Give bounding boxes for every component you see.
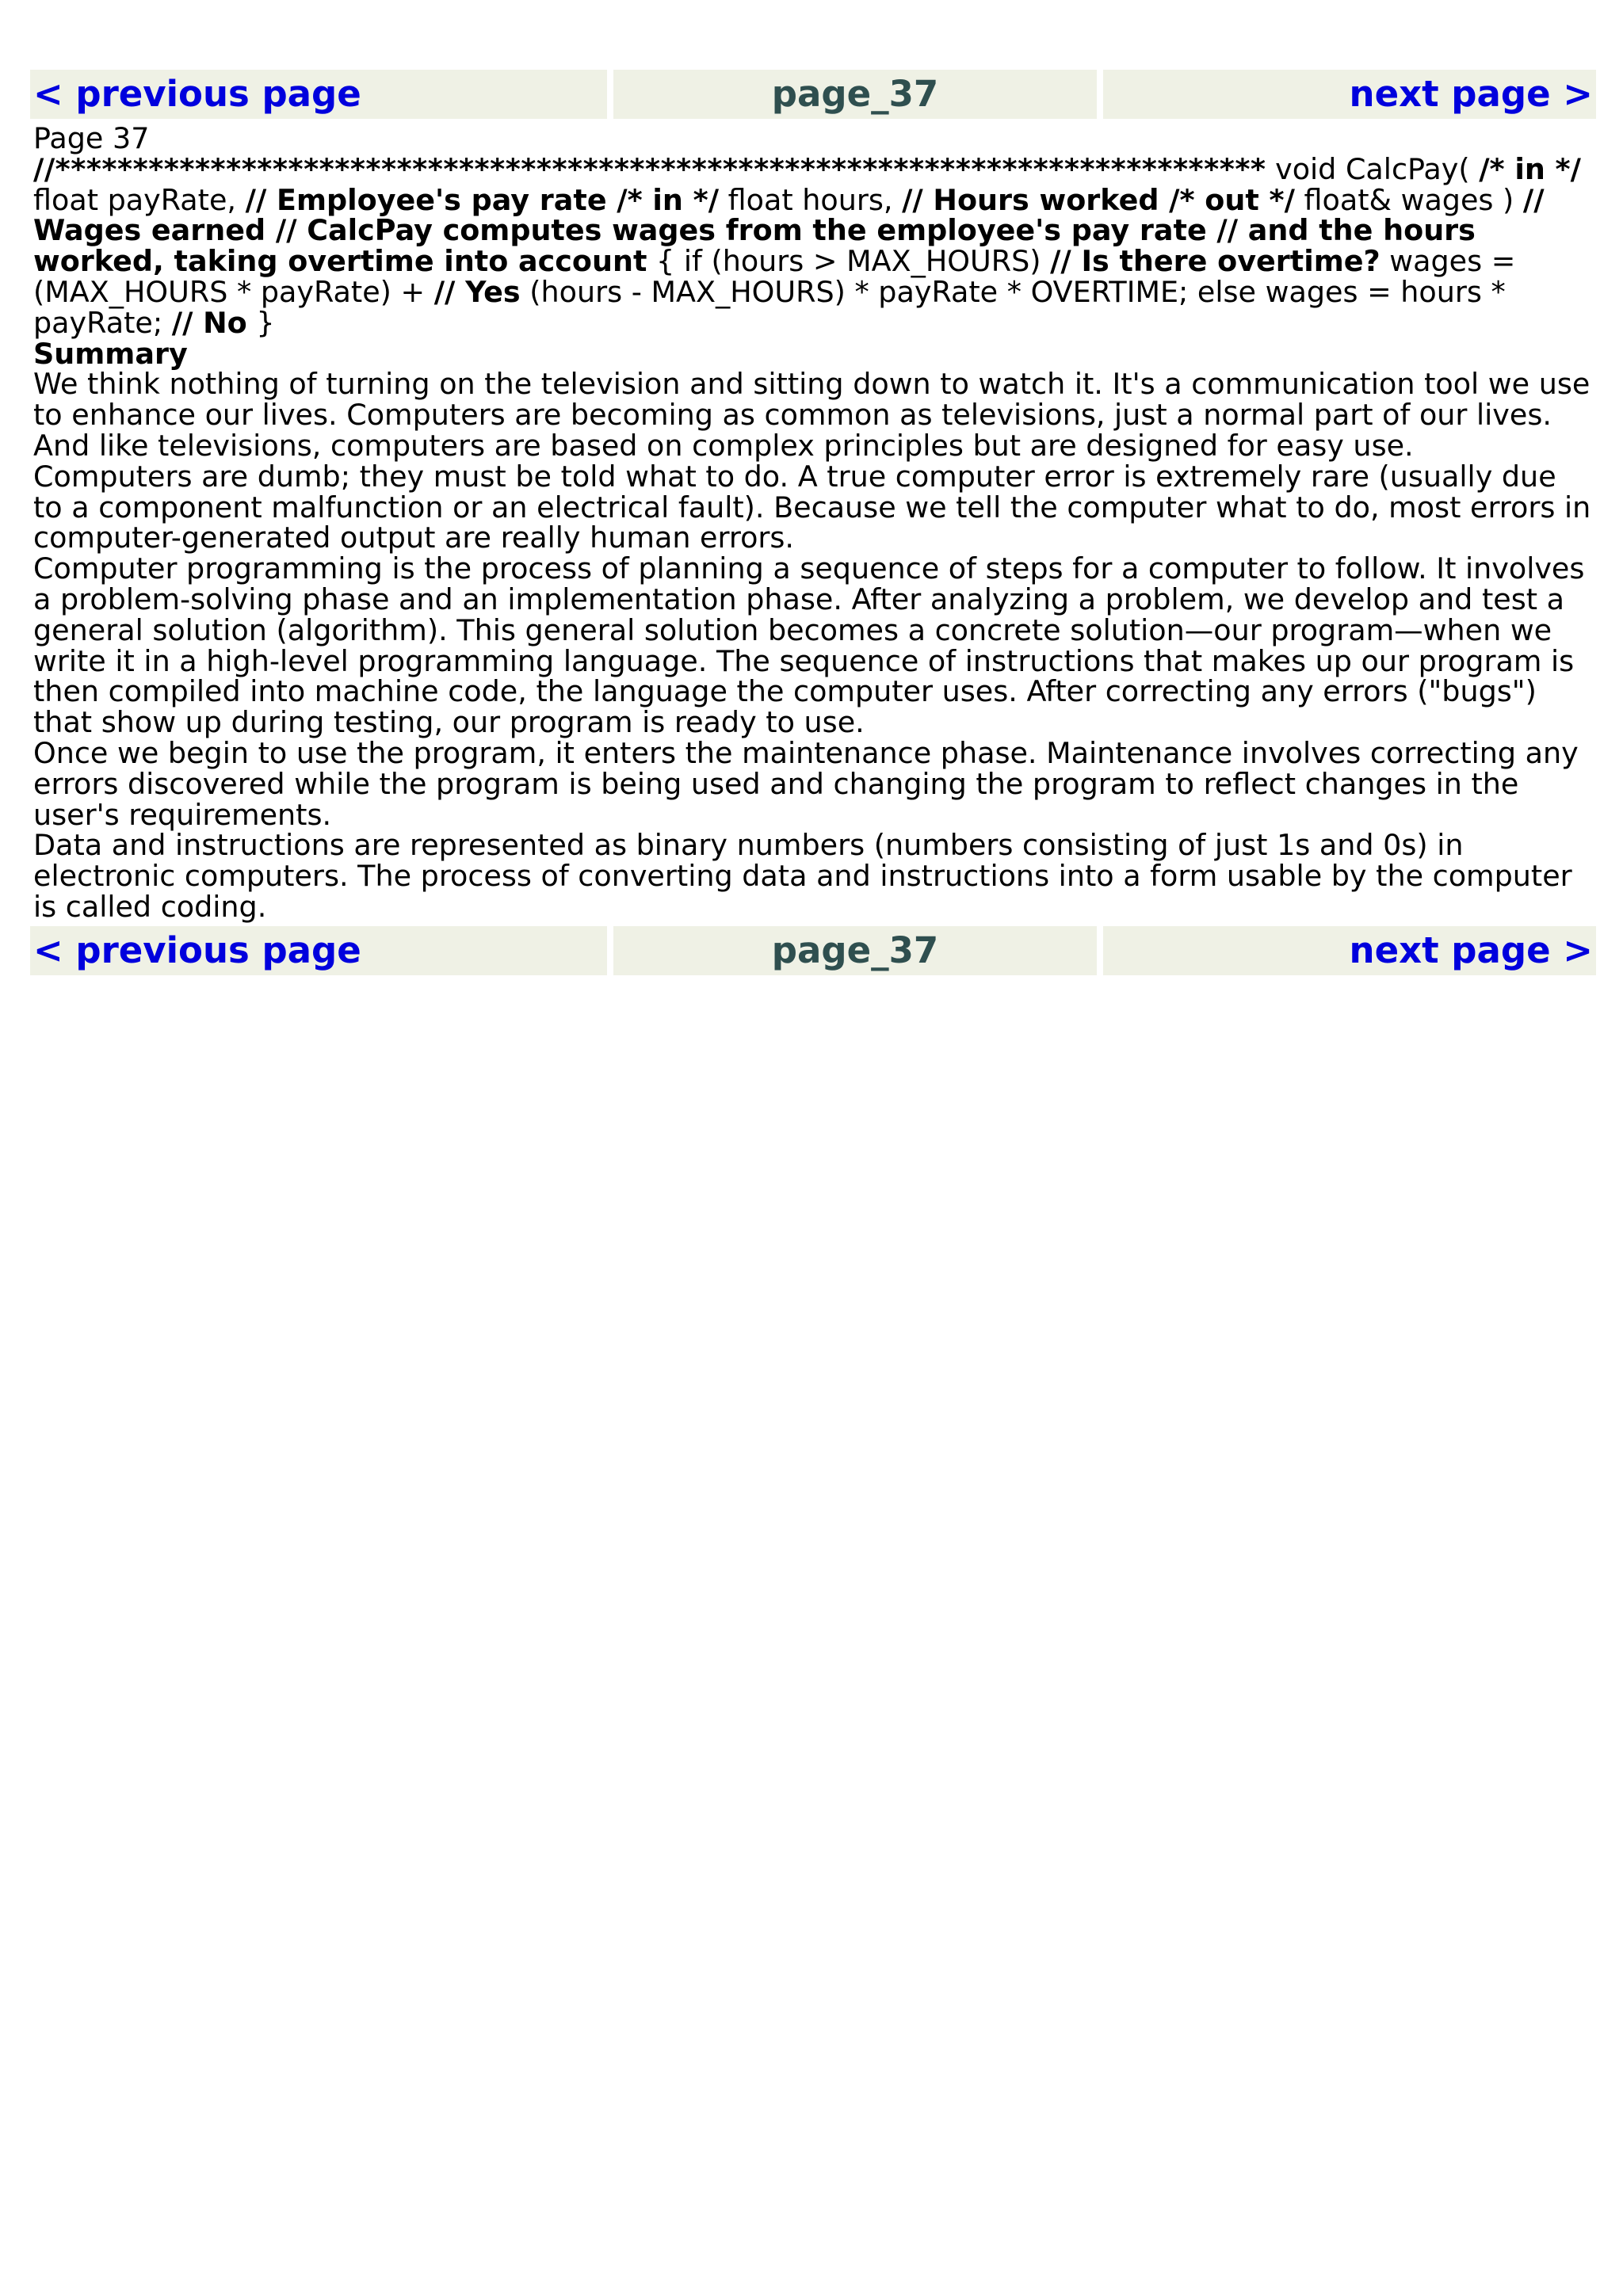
code-listing <box>33 151 1593 340</box>
code-text-6: wages = (MAX_HOURS * payRate) + <box>33 244 1516 309</box>
code-text-2: float payRate, <box>33 182 246 217</box>
bottom-next-page-link[interactable]: next page > <box>1349 929 1593 971</box>
top-navigation-bar <box>30 70 1596 119</box>
page-number: Page 37 <box>33 121 150 155</box>
page-content <box>30 119 1596 926</box>
bottom-previous-cell <box>30 926 607 975</box>
summary-heading-text: Summary <box>33 336 188 371</box>
document-page <box>30 70 1596 975</box>
code-comment-3: // Hours worked /* out */ <box>902 182 1295 217</box>
code-text-8: } <box>246 305 275 340</box>
code-comment-6: // Yes <box>433 274 521 309</box>
code-text-5: { if (hours > MAX_HOURS) <box>647 244 1051 279</box>
summary-paragraph: Once we begin to use the program, it enters the maintenance phase. Maintenance involves correcting any errors discovered while the program is being used and changing the program to reflect changes in the user's requirements. <box>33 735 1579 832</box>
code-comment-7: // No <box>171 305 247 340</box>
bottom-page-label: page_37 <box>613 926 1097 975</box>
top-next-page-link[interactable]: next page > <box>1349 73 1593 115</box>
code-text-4: float& wages ) <box>1294 182 1523 217</box>
bottom-navigation-bar <box>30 926 1596 975</box>
top-previous-page-link[interactable]: < previous page <box>33 73 361 115</box>
summary-paragraph: Computers are dumb; they must be told what to do. A true computer error is extremely rare (usually due to a component malfunction or an electrical fault). Because we tell the computer what to do, most errors in computer-generated output are really human errors. <box>33 459 1591 555</box>
code-comment-4: // Wages earned // CalcPay computes wages from the employee's pay rate // and the hours worked, taking overtime into account <box>33 182 1545 279</box>
bottom-previous-page-link[interactable]: < previous page <box>33 929 361 971</box>
code-text-1: void CalcPay( <box>1266 151 1480 186</box>
top-page-label: page_37 <box>613 70 1097 119</box>
top-previous-cell <box>30 70 607 119</box>
summary-paragraph: Computer programming is the process of planning a sequence of steps for a computer to follow. It involves a problem-solving phase and an implementation phase. After analyzing a problem, we develop and test a general solution (algorithm). This general solution becomes a concrete solution—our program—when we write it in a high-level programming language. The sequence of instructions that makes up our program is then compiled into machine code, the language the computer uses. After correcting any errors ("bugs") that show up during testing, our program is ready to use. <box>33 551 1585 740</box>
bottom-next-cell <box>1103 926 1596 975</box>
summary-paragraph: We think nothing of turning on the television and sitting down to watch it. It's a communication tool we use to enhance our lives. Computers are becoming as common as televisions, just a normal part of our lives. And like televisions, computers are based on complex principles but are designed for easy use. <box>33 367 1591 463</box>
code-separator: //****************************************************************************** <box>33 151 1266 186</box>
summary-heading <box>33 336 1593 371</box>
code-text-3: float hours, <box>719 182 903 217</box>
summary-paragraph: Data and instructions are represented as binary numbers (numbers consisting of just 1s and 0s) in electronic computers. The process of converting data and instructions into a form usable by the computer is called coding. <box>33 828 1572 924</box>
code-comment-1: /* in */ <box>1479 151 1581 186</box>
code-comment-2: // Employee's pay rate /* in */ <box>245 182 720 217</box>
code-comment-5: // Is there overtime? <box>1050 244 1381 279</box>
top-next-cell <box>1103 70 1596 119</box>
code-text-7: (hours - MAX_HOURS) * payRate * OVERTIME; else wages = hours * payRate; <box>33 274 1506 340</box>
